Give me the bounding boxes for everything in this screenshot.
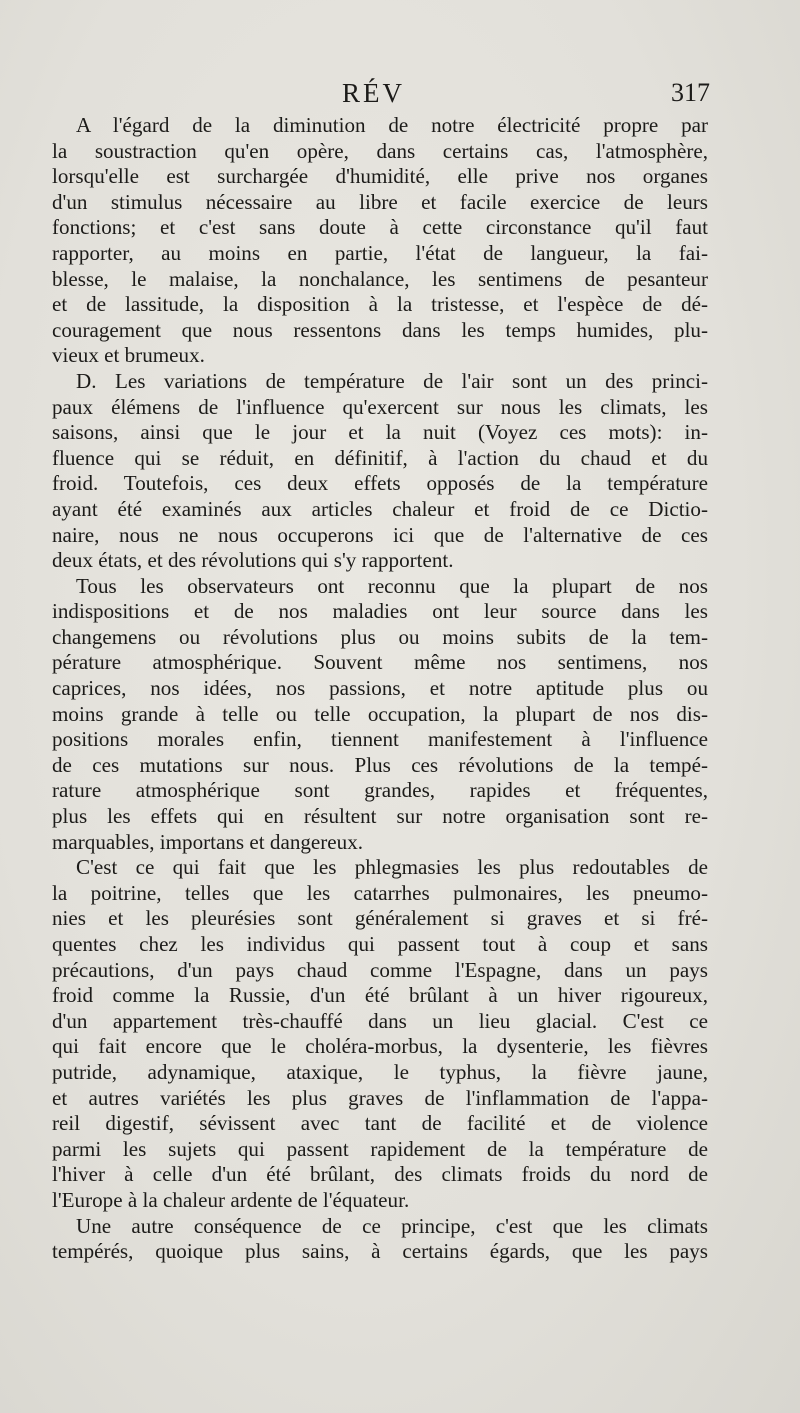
text-line: d'un stimulus nécessaire au libre et facile exercice de leurs [52,189,708,214]
text-line: D. Les variations de température de l'air sont un des princi- [76,368,708,393]
page-body [52,113,708,1265]
text-line: et de lassitude, la disposition à la tristesse, et l'espèce de dé- [52,292,708,317]
text-line: changemens ou révolutions plus ou moins subits de la tem- [52,624,708,649]
text-line: reil digestif, sévissent avec tant de facilité et de violence [52,1111,708,1136]
text-line: C'est ce qui fait que les phlegmasies les plus redoutables de [76,855,708,880]
text-line: marquables, importans et dangereux. [52,829,364,854]
text-line: A l'égard de la diminution de notre électricité propre par [76,113,708,137]
text-line: nies et les pleurésies sont généralement si graves et si fré- [52,906,708,931]
text-line: froid comme la Russie, d'un été brûlant à un hiver rigoureux, [52,983,708,1008]
text-line: rapporter, au moins en partie, l'état de langueur, la fai- [52,240,708,265]
text-line: saisons, ainsi que le jour et la nuit (Voyez ces mots): in- [52,420,708,445]
text-line: lorsqu'elle est surchargée d'humidité, elle prive nos organes [52,164,708,189]
text-line: fluence qui se réduit, en définitif, à l'action du chaud et du [52,445,708,470]
text-line: couragement que nous ressentons dans les temps humides, plu- [52,317,708,342]
text-line: et autres variétés les plus graves de l'inflammation de l'appa- [52,1085,708,1110]
text-line: froid. Toutefois, ces deux effets opposés de la température [52,471,708,496]
text-line: d'un appartement très-chauffé dans un lieu glacial. C'est ce [52,1008,708,1033]
text-line: moins grande à telle ou telle occupation, la plupart de nos dis- [52,701,708,726]
text-line: qui fait encore que le choléra-morbus, la dysenterie, les fièvres [52,1034,708,1059]
text-line: l'hiver à celle d'un été brûlant, des climats froids du nord de [52,1162,708,1187]
text-line: plus les effets qui en résultent sur notre organisation sont re- [52,804,708,829]
paragraph-3 [52,574,708,856]
running-head: RÉV [342,78,405,108]
text-line: ayant été examinés aux articles chaleur et froid de ce Dictio- [52,496,708,521]
page-header [52,78,710,110]
text-line: la soustraction qu'en opère, dans certains cas, l'atmosphère, [52,138,708,163]
text-line: quentes chez les individus qui passent tout à coup et sans [52,932,708,956]
text-line: Tous les observateurs ont reconnu que la plupart de nos [76,573,708,598]
text-line: paux élémens de l'influence qu'exercent sur nous les climats, les [52,394,708,419]
text-line: fonctions; et c'est sans doute à cette circonstance qu'il faut [52,215,708,240]
text-line: de ces mutations sur nous. Plus ces révolutions de la tempé- [52,752,708,777]
text-line: naire, nous ne nous occuperons ici que de l'alternative de ces [52,522,708,547]
text-line: l'Europe à la chaleur ardente de l'équateur. [52,1187,410,1212]
text-line: pérature atmosphérique. Souvent même nos sentimens, nos [52,650,708,675]
text-line: deux états, et des révolutions qui s'y rapportent. [52,548,454,573]
text-line: Une autre conséquence de ce principe, c'est que les climats [76,1213,708,1238]
text-line: rature atmosphérique sont grandes, rapides et fréquentes, [52,778,708,803]
text-line: putride, adynamique, ataxique, le typhus, la fièvre jaune, [52,1059,708,1084]
text-line: indispositions et de nos maladies ont leur source dans les [52,599,708,624]
page-number: 317 [671,78,710,107]
text-line: précautions, d'un pays chaud comme l'Espagne, dans un pays [52,957,708,982]
text-line: blesse, le malaise, la nonchalance, les sentimens de pesanteur [52,266,708,291]
paragraph-1 [52,113,708,369]
text-line: vieux et brumeux. [52,343,205,368]
paragraph-5 [52,1214,708,1265]
paragraph-4 [52,855,708,1213]
text-line: tempérés, quoique plus sains, à certains égards, que les pays [52,1239,708,1264]
text-line: parmi les sujets qui passent rapidement de la température de [52,1136,708,1161]
text-line: la poitrine, telles que les catarrhes pulmonaires, les pneumo- [52,880,708,905]
text-line: caprices, nos idées, nos passions, et notre aptitude plus ou [52,676,708,701]
paragraph-2 [52,369,708,574]
text-line: positions morales enfin, tiennent manifestement à l'influence [52,727,708,752]
